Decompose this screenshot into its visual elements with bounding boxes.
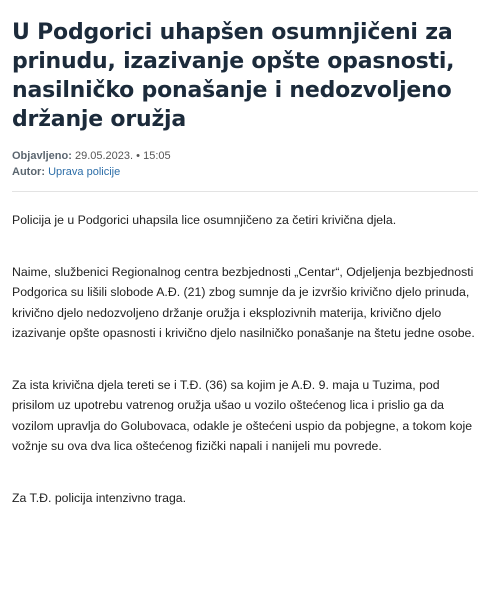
published-date: 29.05.2023. (74, 150, 134, 162)
article-paragraph-3: Za ista krivična djela tereti se i T.Đ. (36) sa kojim je A.Đ. 9. maja u Tuzima, pod prisilom uz upotrebu vatrenog oružja ušao u vozilo oštećenog lica i prislio ga da vozilom upravlja do Golubovaca, odakle je oštećeni uspio da pobjegne, a tokom koje vožnje su ova dva lica oštećenog fizički napali i nanijeli mu povrede. (12, 377, 473, 453)
author-label: Autor: (12, 166, 45, 178)
article-paragraph-4: Za T.Đ. policija intenzivno traga. (12, 490, 187, 505)
article-paragraph-2: Naime, službenici Regionalnog centra bezbjednosti „Centar“, Odjeljenja bezbjednosti Podgorica su lišili slobode A.Đ. (21) zbog sumnje da je izvršio krivično djelo prinuda, krivično djelo nedozvoljeno držanje oružja i eksplozivnih materija, krivično djelo izazivanje opšte opasnosti i krivično djelo nasilničko ponašanje na štetu jedne osobe. (12, 264, 475, 340)
article-body (12, 210, 478, 508)
author-link[interactable]: Uprava policije (48, 166, 121, 178)
published-line (12, 148, 478, 164)
published-time: 15:05 (143, 150, 171, 162)
article-title: U Podgorici uhapšen osumnjičeni za prinudu, izazivanje opšte opasnosti, nasilničko ponašanje i nedozvoljeno držanje oružja (12, 20, 455, 132)
article-meta (12, 148, 478, 180)
meta-separator: • (136, 150, 141, 162)
published-label: Objavljeno: (12, 150, 72, 162)
meta-divider (12, 191, 478, 192)
article-paragraph-1: Policija je u Podgorici uhapsila lice osumnjičeno za četiri krivična djela. (12, 213, 397, 227)
author-line (12, 164, 478, 180)
